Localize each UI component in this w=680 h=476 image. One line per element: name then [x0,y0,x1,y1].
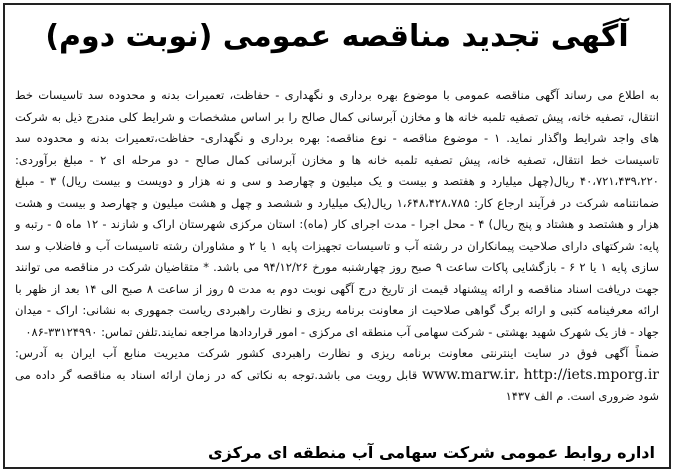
notice-body [15,85,659,408]
website-link-iets[interactable]: http://iets.mporg.ir [523,366,660,383]
website-link-marw[interactable]: www.marw.ir [422,366,516,383]
notice-footer-signature: اداره روابط عمومی شرکت سهامی آب منطقه ای مرکزی [207,443,655,462]
notice-paragraph-2-suffix: قابل رویت می باشد.توجه به نکاتی که در زمان ارائه اسناد به مناقصه گر داده می شود ضروری است. م الف ۱۴۳۷ [15,367,659,403]
tender-notice [3,3,671,469]
notice-paragraph-2-prefix: ضمناً آگهی فوق در سایت اینترنتی معاونت برنامه ریزی و نظارت راهبردی کشور شرکت مدیریت منابع آب ایران به آدرس: [15,346,659,360]
notice-title: آگهی تجدید مناقصه عمومی (نوبت دوم) [45,19,629,54]
notice-paragraph-1: به اطلاع می رساند آگهی مناقصه عمومی با موضوع بهره برداری و نگهداری - حفاظت، تعمیرات بدنه و محدوده سد تاسیسات خط انتقال، تصفیه خانه، پیش تصفیه تلمبه خانه ها و مخازن آبرسانی کمال صالح را بر اساس مشخصات و شرایط کلی مندرج ذیل به شرکت های واجد شرایط واگذار نماید. ۱ - موضوع مناقصه - نوع مناقصه: بهره برداری و نگهداری- حفاظت،تعمیرات بدنه و محدوده سد تاسیسات خط انتقال، تصفیه خانه، پیش تصفیه تلمبه خانه ها و مخازن آبرسانی کمال صالح - دو مرحله ای ۲ - مبلغ برآوردی: ۴۰،۷۲۱،۴۳۹،۲۲۰ ریال(چهل میلیارد و هفتصد و بیست و یک میلیون و چهارصد و سی و نه هزار و دویست و بیست ریال) ۳ - مبلغ ضمانتنامه شرکت در فرآیند ارجاع کار: ۱،۶۴۸،۴۲۸،۷۸۵ ریال(یک میلیارد و ششصد و چهل و هشت میلیون و چهارصد و بیست و هشت هزار و هشتصد و هشتاد و پنج ریال) ۴ - محل اجرا - مدت اجرای کار (ماه): استان مرکزی شهرستان اراک و شازند - ۱۲ ماه ۵ - رتبه و پایه: شرکتهای دارای صلاحیت پیمانکاران در رشته آب و تاسیسات تجهیزات پایه ۱ یا ۲ و مشاوران رشته تاسیسات آب و فاضلاب و سد سازی پایه ۱ یا ۲ ۶ - بازگشایی پاکات ساعت ۹ صبح روز چهارشنبه مورخ ۹۴/۱۲/۲۶ می باشد. * متقاضیان شرکت در مناقصه می توانند جهت دریافت اسناد مناقصه و ارائه پیشنهاد قیمت از تاریخ درج آگهی نوبت دوم به مدت ۵ روز از ساعت ۸ صبح الی ۱۴ بعد از ظهر با ارائه معرفینامه کتبی و ارائه برگ گواهی صلاحیت از معاونت برنامه ریزی و نظارت راهبردی ریاست جمهوری به نشانی: اراک - میدان جهاد - فاز یک شهرک شهید بهشتی - شرکت سهامی آب منطقه ای مرکزی - امور قراردادها مراجعه نمایند.تلفن تماس: ۳۳۱۲۴۹۹۰-۰۸۶ [15,88,660,339]
notice-paragraph-2: ضمناً آگهی فوق در سایت اینترنتی معاونت برنامه ریزی و نظارت راهبردی کشور شرکت مدیریت منابع آب ایران به آدرس: www.marw.ir، http://iets.mporg.ir قابل رویت می باشد.توجه به نکاتی که در زمان ارائه اسناد به مناقصه گر داده می شود ضروری است. م الف ۱۴۳۷ [15,346,660,403]
